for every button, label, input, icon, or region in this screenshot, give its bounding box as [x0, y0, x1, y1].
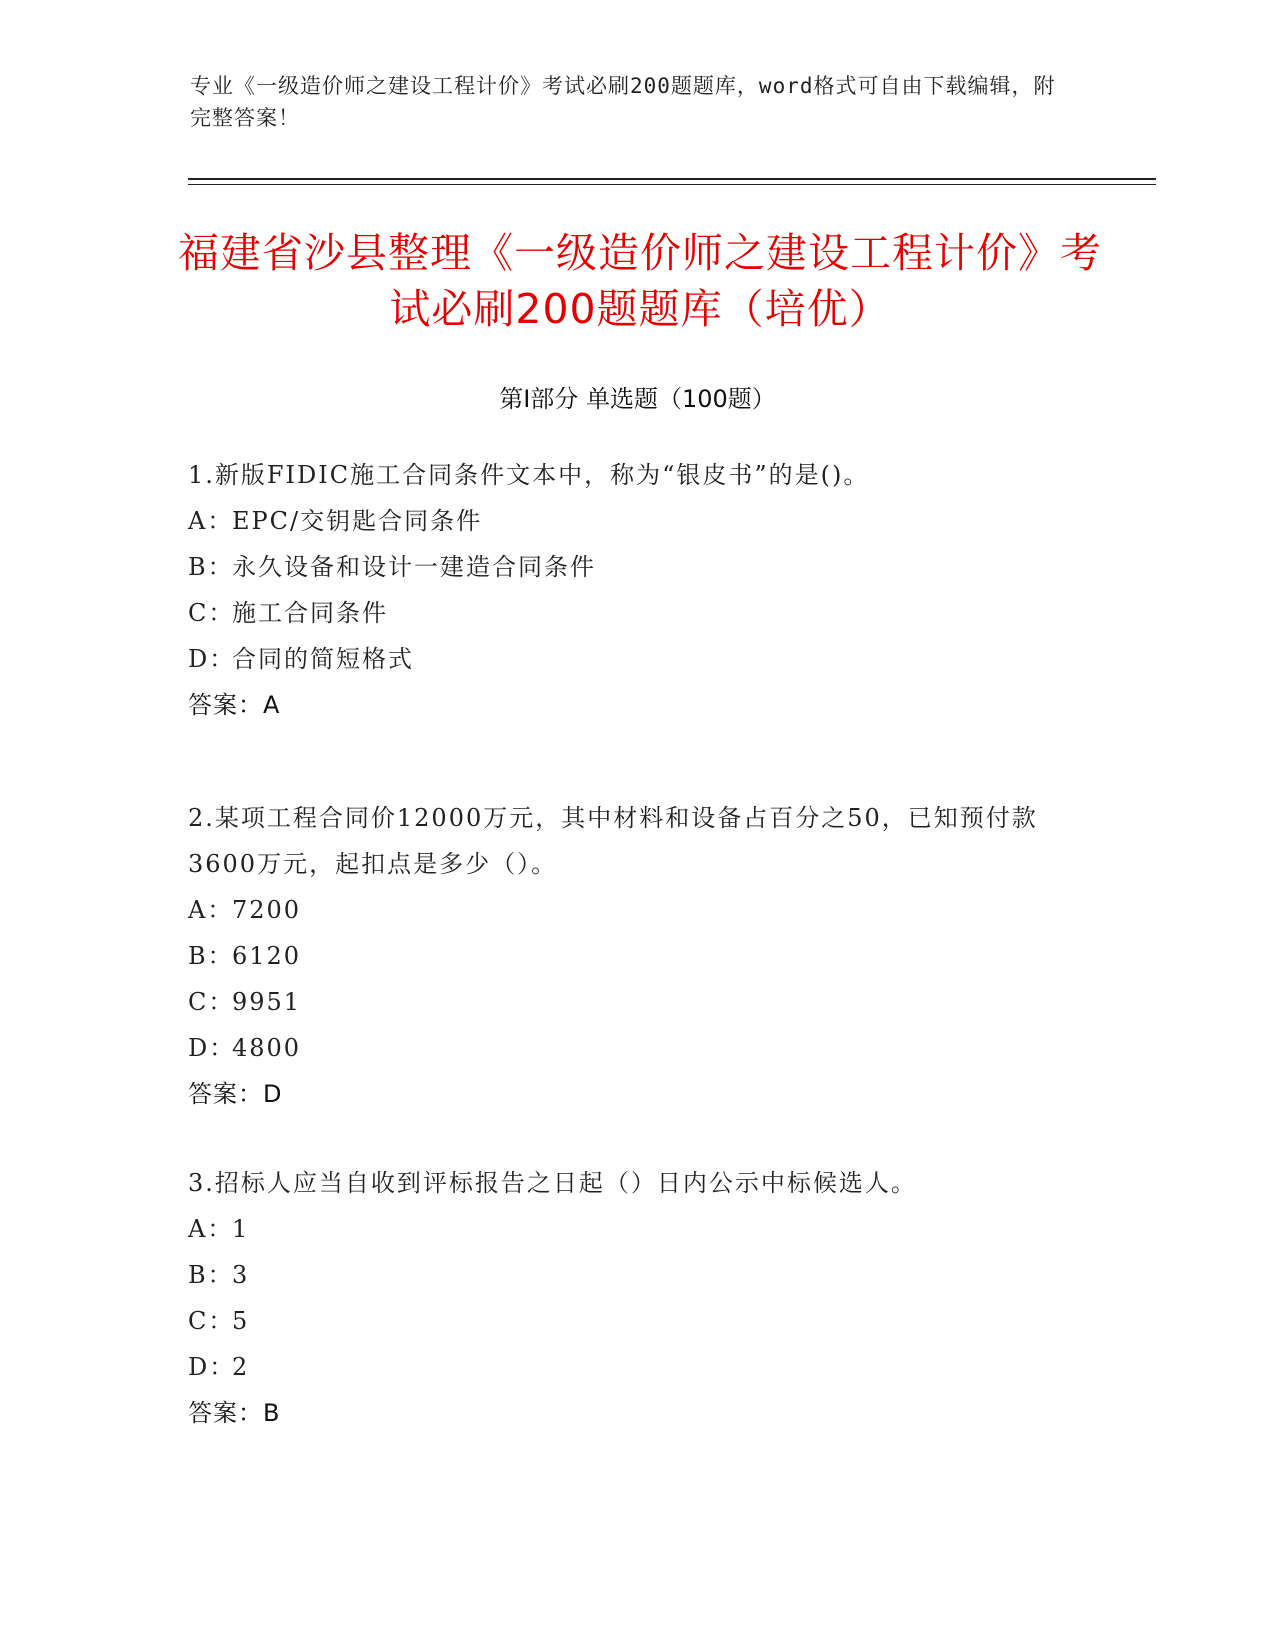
option-key: B：: [188, 1261, 234, 1289]
option-d: [188, 1344, 1088, 1390]
question-stem: 3.招标人应当自收到评标报告之日起（）日内公示中标候选人。: [188, 1169, 917, 1197]
option-c: [188, 590, 1088, 636]
option-key: B：: [188, 942, 234, 970]
header-divider-thick: [188, 178, 1156, 180]
option-text: 3: [232, 1261, 250, 1289]
document-title: 福建省沙县整理《一级造价师之建设工程计价》考试必刷200题题库（培优）: [178, 229, 1102, 333]
option-text: 9951: [232, 988, 302, 1016]
answer: 答案：B: [188, 1399, 281, 1427]
option-b: [188, 933, 1088, 979]
option-text: 合同的简短格式: [232, 645, 414, 673]
question-stem: 2.某项工程合同价12000万元，其中材料和设备占百分之50，已知预付款3600万元，起扣点是多少（）。: [188, 804, 1038, 878]
answer: 答案：A: [188, 691, 281, 719]
answer: 答案：D: [188, 1080, 283, 1108]
option-key: D：: [188, 1034, 236, 1062]
option-text: 5: [232, 1307, 250, 1335]
question-stem: 1.新版FIDIC施工合同条件文本中，称为“银皮书”的是()。: [188, 461, 870, 489]
option-key: C：: [188, 1307, 235, 1335]
option-text: 施工合同条件: [232, 599, 388, 627]
option-key: A：: [188, 507, 234, 535]
section-title: 第I部分 单选题（100题）: [499, 385, 776, 413]
option-b: [188, 1252, 1088, 1298]
option-text: 2: [232, 1353, 250, 1381]
option-text: 6120: [232, 942, 302, 970]
option-a: [188, 498, 1088, 544]
option-text: 4800: [232, 1034, 302, 1062]
header-note: 专业《一级造价师之建设工程计价》考试必刷200题题库，word格式可自由下载编辑，附完整答案！: [190, 74, 1056, 130]
option-text: EPC/交钥匙合同条件: [232, 507, 483, 535]
option-c: [188, 979, 1088, 1025]
option-d: [188, 636, 1088, 682]
option-text: 永久设备和设计一建造合同条件: [232, 553, 596, 581]
option-a: [188, 1206, 1088, 1252]
header-divider-thin: [188, 184, 1156, 185]
option-c: [188, 1298, 1088, 1344]
option-b: [188, 544, 1088, 590]
option-key: C：: [188, 988, 235, 1016]
question-1: [188, 452, 1088, 728]
option-key: C：: [188, 599, 235, 627]
option-a: [188, 887, 1088, 933]
question-2: [188, 795, 1088, 1117]
option-text: 7200: [232, 896, 302, 924]
question-3: [188, 1160, 1088, 1436]
option-key: A：: [188, 1215, 234, 1243]
option-d: [188, 1025, 1088, 1071]
option-key: B：: [188, 553, 234, 581]
option-key: D：: [188, 1353, 236, 1381]
option-key: D：: [188, 645, 236, 673]
option-text: 1: [232, 1215, 250, 1243]
option-key: A：: [188, 896, 234, 924]
